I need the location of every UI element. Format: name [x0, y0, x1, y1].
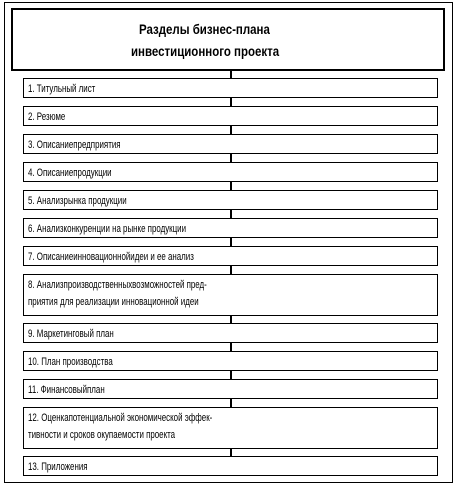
section-label: 3. Описаниепредприятия [28, 139, 121, 151]
section-label: 5. Анализрынка продукции [28, 195, 127, 207]
section-label: 2. Резюме [28, 111, 66, 123]
section-box-10 [23, 351, 438, 371]
section-label: 7. Описаниеинновационнойидеи и ее анализ [28, 251, 194, 263]
section-box-2 [23, 106, 438, 126]
section-label: 11. Финансовыйплан [28, 384, 105, 396]
section-box-3 [23, 134, 438, 154]
diagram-title-line-2: инвестиционного проекта [131, 43, 280, 59]
section-box-5 [23, 190, 438, 210]
diagram-title-box [11, 8, 445, 71]
section-box-8 [23, 274, 438, 316]
section-box-11 [23, 379, 438, 399]
section-box-13 [23, 456, 438, 476]
section-label: 1. Титульный лист [28, 83, 96, 95]
section-label: 13. Приложения [28, 461, 88, 473]
section-box-1 [23, 78, 438, 98]
section-label: 10. План производства [28, 356, 113, 368]
section-label: 6. Анализконкуренции на рынке продукции [28, 223, 187, 235]
section-box-4 [23, 162, 438, 182]
section-box-12 [23, 407, 438, 449]
section-label: 12. Оценкапотенциальной экономической эффек- тивности и сроков окупаемости проекта [28, 412, 213, 441]
section-box-6 [23, 218, 438, 238]
diagram-title-line-1: Разделы бизнес-плана [139, 21, 270, 37]
section-label: 8. Анализпроизводственныхвозможностей пред- приятия для реализации инновационной идеи [28, 279, 207, 308]
section-label: 4. Описаниепродукции [28, 167, 112, 179]
section-box-9 [23, 323, 438, 343]
section-label: 9. Маркетинговый план [28, 328, 114, 340]
section-box-7 [23, 246, 438, 266]
